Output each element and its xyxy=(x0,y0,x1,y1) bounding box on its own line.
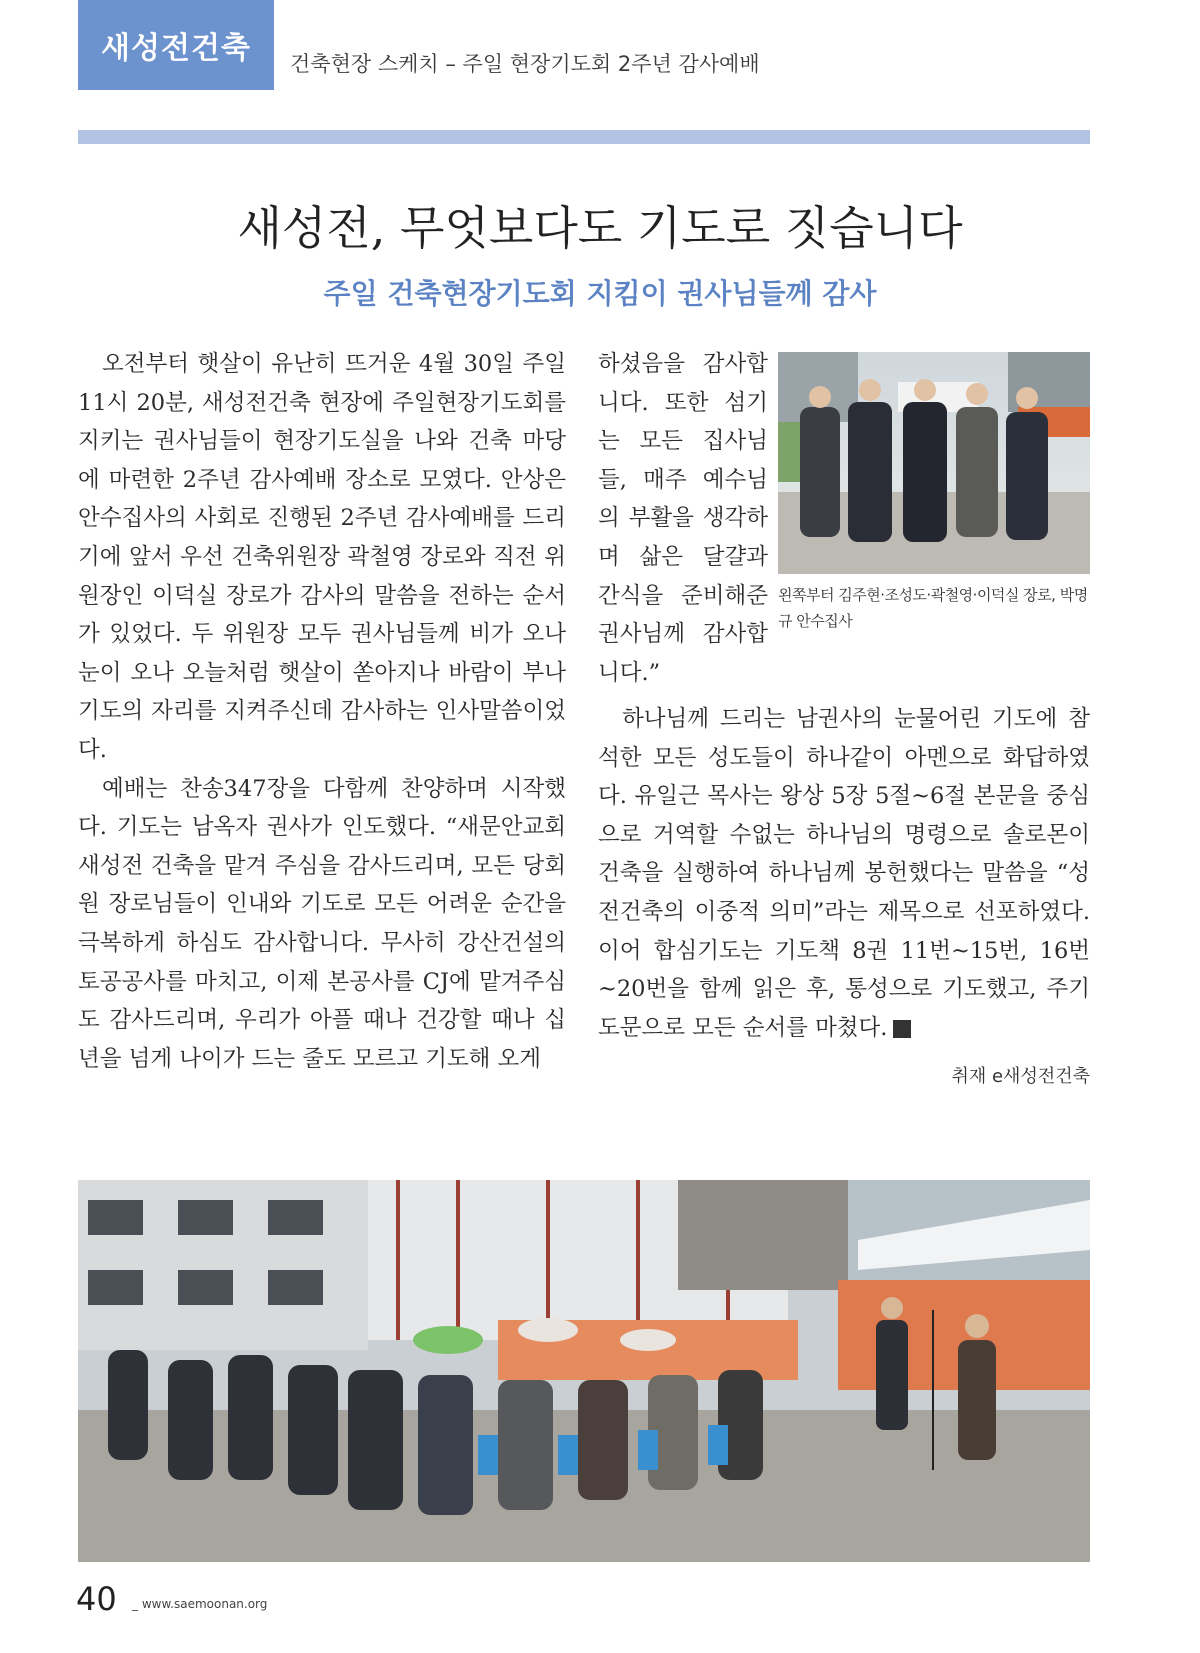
paragraph-2: 예배는 찬송347장을 다함께 찬양하며 시작했다. 기도는 남옥자 권사가 인도했다. “새문안교회 새성전 건축을 맡겨 주심을 감사드리며, 모든 당회원 장로님들이 인내와 기도로 모든 어려운 순간을 극복하게 하심도 감사합니다. 무사히 강산건설의 토공공사를 마치고, 이제 본공사를 CJ에 맡겨주심도 감사드리며, 우리가 아플 때나 건강할 때나 십년을 넘게 나이가 드는 줄도 모르고 기도해 오게 xyxy=(78,775,566,1072)
photo-caption: 왼쪽부터 김주현·조성도·곽철영·이덕실 장로, 박명규 안수집사 xyxy=(778,586,1088,630)
header-subtitle: 건축현장 스케치 – 주일 현장기도회 2주년 감사예배 xyxy=(290,52,760,76)
worship-service-photo xyxy=(78,1180,1090,1562)
article-credit: 취재 e새성전건축 xyxy=(951,1066,1090,1087)
paragraph-3 xyxy=(598,700,1090,1047)
paragraph-1: 오전부터 햇살이 유난히 뜨거운 4월 30일 주일 11시 20분, 새성전건축 현장에 주일현장기도회를 지키는 권사님들이 현장기도실을 나와 건축 마당에 마련한 2주년 감사예배 장소로 모였다. 안상은 안수집사의 사회로 진행된 2주년 감사예배를 드리기에 앞서 우선 건축위원장 곽철영 장로와 직전 위원장인 이덕실 장로가 감사의 말씀을 전하는 순서가 있었다. 두 위원장 모두 권사님들께 비가 오나 눈이 오나 오늘처럼 햇살이 쏟아지나 바람이 부나 기도의 자리를 지켜주신데 감사하는 인사말씀이었다. xyxy=(78,351,566,763)
right-column xyxy=(598,700,1090,1047)
end-mark-icon: 새 xyxy=(893,1020,911,1038)
group-photo xyxy=(778,352,1090,574)
left-column xyxy=(78,345,566,1078)
footer-url: _ www.saemoonan.org xyxy=(132,1597,268,1611)
header-rule xyxy=(78,130,1090,144)
page-number: 40 xyxy=(76,1580,117,1618)
article-title: 새성전, 무엇보다도 기도로 짓습니다 xyxy=(237,201,963,255)
article-subtitle: 주일 건축현장기도회 지킴이 권사님들께 감사 xyxy=(323,277,877,310)
section-label: 새성전건축 xyxy=(78,0,274,90)
paragraph-3-text: 하나님께 드리는 남권사의 눈물어린 기도에 참석한 모든 성도들이 하나같이 아멘으로 화답하였다. 유일근 목사는 왕상 5장 5절~6절 본문을 중심으로 거역할 수없는 하나님의 명령으로 솔로몬이 건축을 실행하여 하나님께 봉헌했다는 말씀을 “성전건축의 이중적 의미”라는 제목으로 선포하였다. 이어 합심기도는 기도책 8권 11번~15번, 16번~20번을 함께 읽은 후, 통성으로 기도했고, 주기도문으로 모든 순서를 마쳤다. xyxy=(598,706,1090,1041)
middle-column xyxy=(598,345,768,692)
paragraph-2-continued: 하셨음을 감사합니다. 또한 섬기는 모든 집사님들, 매주 예수님의 부활을 생각하며 삶은 달걀과 간식을 준비해준 권사님께 감사합니다.” xyxy=(598,351,768,686)
